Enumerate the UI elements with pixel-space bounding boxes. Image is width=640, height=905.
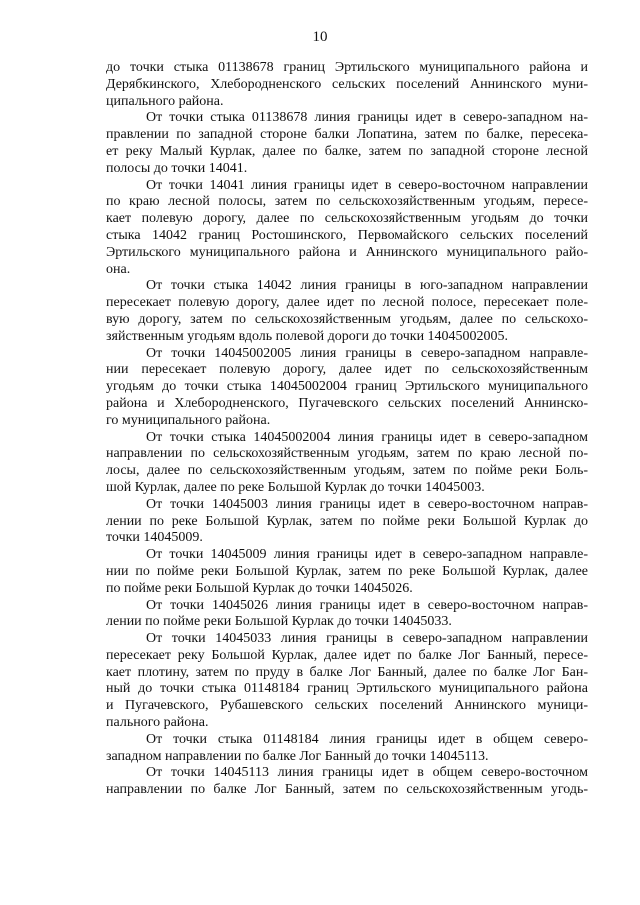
text-line: нии по пойме реки Большой Курлак, затем по реке Большой Курлак, далее: [106, 563, 588, 579]
text-line: От точки 14045113 линия границы идет в общем северо-восточном: [146, 765, 588, 781]
text-line: направлении по балке Лог Банный, затем по сельскохозяйственным угодь-: [106, 782, 588, 798]
text-line: угодьям до точки стыка 14045002004 границ Эртильского муниципального: [106, 379, 588, 395]
text-line: по пойме реки Большой Курлак до точки 14045026.: [106, 580, 413, 596]
text-line: От точки 14045002005 линия границы в северо-западном направле-: [146, 345, 588, 361]
paragraph: [106, 631, 588, 732]
text-line: западном направлении по балке Лог Банный до точки 14045113.: [106, 748, 489, 764]
paragraph: [106, 598, 588, 632]
paragraph: [106, 765, 588, 799]
paragraph: [106, 547, 588, 597]
text-line: нии пересекает полевую дорогу, далее идет по сельскохозяйственным: [106, 362, 588, 378]
text-line: по краю лесной полосы, затем по сельскохозяйственным угодьям, пересе-: [106, 194, 588, 210]
text-line: От точки 14045003 линия границы идет в северо-восточном направ-: [146, 496, 588, 512]
page-number: 10: [312, 29, 328, 45]
text-line: она.: [106, 261, 131, 277]
text-line: ный до точки стыка 01148184 границ Эртильского муниципального района: [106, 681, 588, 697]
paragraph: [106, 430, 588, 497]
paragraph: [106, 60, 588, 110]
text-line: района и Хлебородненского, Пугачевского сельских поселений Аннинско-: [106, 395, 588, 411]
text-line: и Пугачевского, Рубашевского сельских поселений Аннинского муници-: [106, 698, 588, 714]
text-line: Эртильского муниципального района и Аннинского муниципального райо-: [106, 244, 588, 260]
text-line: стыка 14042 границ Ростошинского, Первомайского сельских поселений: [106, 227, 588, 243]
text-line: направлении по сельскохозяйственным угодьям, затем по краю лесной по-: [106, 446, 588, 462]
text-line: пересекает полевую дорогу, далее идет по лесной полосе, пересекает поле-: [106, 295, 588, 311]
text-line: От точки стыка 14042 линия границы в юго-западном направлении: [146, 278, 588, 294]
text-line: го муниципального района.: [106, 412, 271, 428]
text-line: точки 14045009.: [106, 530, 203, 546]
text-line: кает полевую дорогу, далее по сельскохозяйственным угодьям до точки: [106, 211, 588, 227]
text-line: пального района.: [106, 715, 209, 731]
text-line: зяйственным угодьям вдоль полевой дороги до точки 14045002005.: [106, 328, 509, 344]
paragraph: [106, 178, 588, 279]
text-line: Дерябкинского, Хлебородненского сельских поселений Аннинского муни-: [106, 76, 588, 92]
text-line: лении по пойме реки Большой Курлак до точки 14045033.: [106, 614, 452, 630]
text-line: лении по реке Большой Курлак, затем по пойме реки Большой Курлак до: [106, 513, 588, 529]
text-line: кает плотину, затем по пруду в балке Лог Банный, далее по балке Лог Бан-: [106, 664, 588, 680]
text-line: лосы, далее по сельскохозяйственным угодьям, затем по пойме реки Боль-: [106, 463, 588, 479]
text-line: ет реку Малый Курлак, далее по балке, затем по западной стороне лесной: [106, 143, 588, 159]
paragraph: [106, 346, 588, 430]
text-line: полосы до точки 14041.: [106, 160, 248, 176]
paragraph: [106, 110, 588, 177]
text-line: От точки 14045009 линия границы идет в северо-западном направле-: [146, 547, 588, 563]
text-line: до точки стыка 01138678 границ Эртильского муниципального района и: [106, 60, 588, 75]
text-line: вую дорогу, затем по сельскохозяйственным угодьям, далее по сельскохо-: [106, 311, 588, 327]
text-line: От точки 14045026 линия границы идет в северо-восточном направ-: [146, 597, 588, 613]
text-line: От точки стыка 01148184 линия границы идет в общем северо-: [146, 731, 588, 747]
text-line: От точки 14045033 линия границы в северо-западном направлении: [146, 631, 588, 647]
text-line: правлении по западной стороне балки Лопатина, затем по балке, пересека-: [106, 127, 588, 143]
text-line: шой Курлак, далее по реке Большой Курлак до точки 14045003.: [106, 479, 485, 495]
text-line: ципального района.: [106, 93, 224, 109]
text-line: От точки стыка 14045002004 линия границы идет в северо-западном: [146, 429, 588, 445]
document-body: [106, 60, 588, 799]
text-line: пересекает реку Большой Курлак, далее идет по балке Лог Банный, пересе-: [106, 647, 588, 663]
text-line: От точки стыка 01138678 линия границы идет в северо-западном на-: [146, 110, 588, 126]
paragraph: [106, 497, 588, 547]
text-line: От точки 14041 линия границы идет в северо-восточном направлении: [146, 177, 588, 193]
paragraph: [106, 278, 588, 345]
paragraph: [106, 732, 588, 766]
